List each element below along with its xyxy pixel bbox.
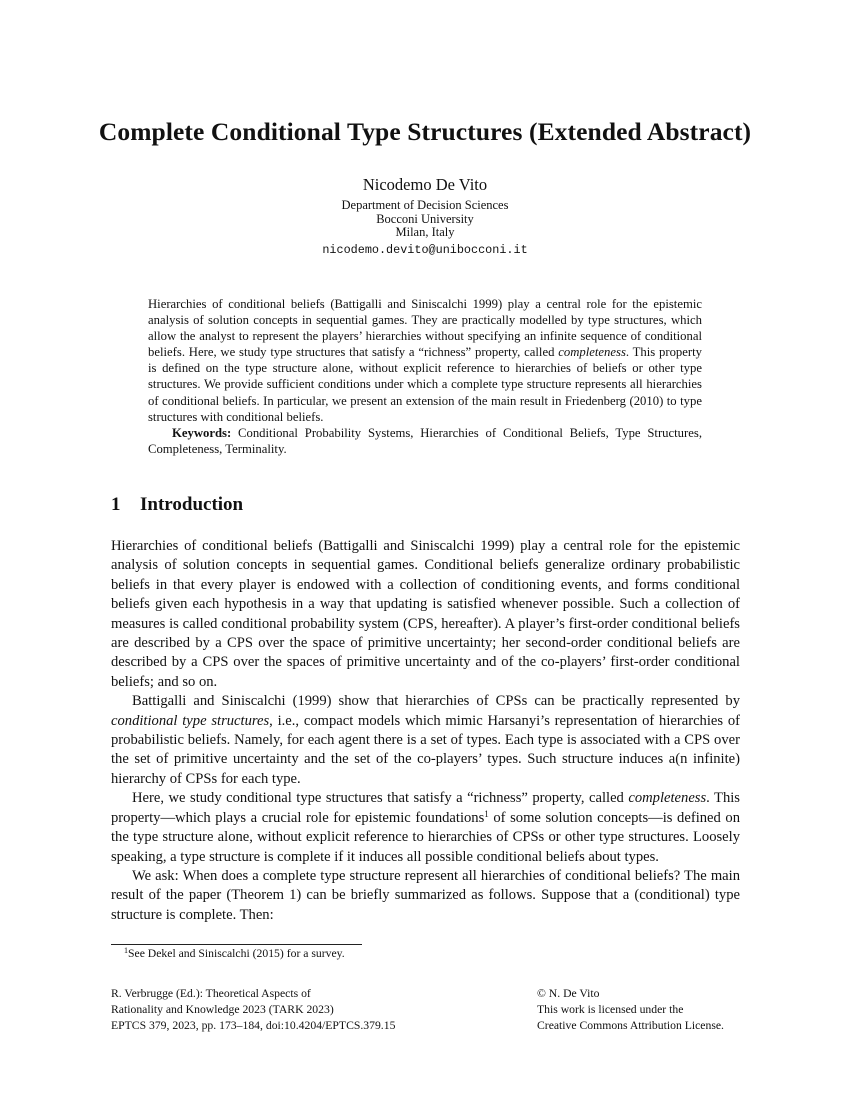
affiliation-line: Department of Decision Sciences xyxy=(341,198,509,212)
author-affiliation xyxy=(0,199,850,240)
abstract xyxy=(148,296,702,457)
license-info xyxy=(537,986,724,1035)
abstract-text: Hierarchies of conditional beliefs (Battigalli and Siniscalchi 1999) play a central role for the epistemic analysis of solution concepts in sequential games. They are practically modelled by type structures, which allow the analyst to represent the players’ hierarchies without specifying an infinite sequence of conditional beliefs. Here, we study type structures that satisfy a “richness” property, called completeness. This property is defined on the type structure alone, without explicit reference to hierarchies of beliefs or other type structures. We provide sufficient conditions under which a complete type structure represents all hierarchies of conditional beliefs. In particular, we present an extension of the main result in Friedenberg (2010) to type structures with conditional beliefs. xyxy=(148,297,702,424)
section-body xyxy=(111,537,740,925)
footnote-number: 1 xyxy=(124,946,128,955)
paragraph: Hierarchies of conditional beliefs (Battigalli and Siniscalchi 1999) play a central role for the epistemic analysis of solution concepts in sequential games. Conditional beliefs generalize ordinary probabilistic beliefs in that every player is endowed with a collection of conditioning events, and forms conditional beliefs given each hypothesis in a way that updating is satisfied whenever possible. Such a collection of measures is called conditional probability system (CPS, hereafter). A player’s first-order conditional beliefs are described by a CPS over the space of primitive uncertainty; her second-order conditional beliefs are described by a CPS over the spaces of primitive uncertainty and of the co-players’ first-order conditional beliefs; and so on. xyxy=(111,538,740,690)
license-line: Creative Commons Attribution License. xyxy=(537,1019,724,1033)
publication-line: EPTCS 379, 2023, pp. 173–184, doi:10.4204/EPTCS.379.15 xyxy=(111,1019,396,1033)
author-name: Nicodemo De Vito xyxy=(362,175,488,194)
publication-line: Rationality and Knowledge 2023 (TARK 2023) xyxy=(111,1003,334,1017)
author-email: nicodemo.devito@unibocconi.it xyxy=(322,243,528,257)
paper-title: Complete Conditional Type Structures (Extended Abstract) xyxy=(98,117,752,146)
keywords xyxy=(148,425,702,457)
paragraph: Battigalli and Siniscalchi (1999) show that hierarchies of CPSs can be practically represented by conditional type structures, i.e., compact models which mimic Harsanyi’s representation of hierarchies of probabilistic beliefs. Namely, for each agent there is a set of types. Each type is associated with a CPS over the set of primitive uncertainty and the set of the co-players’ types. Such structure induces a(n infinite) hierarchy of CPSs for each type. xyxy=(111,693,740,787)
license-line: This work is licensed under the xyxy=(537,1003,684,1017)
affiliation-line: Bocconi University xyxy=(376,211,474,226)
publication-line: R. Verbrugge (Ed.): Theoretical Aspects of xyxy=(111,987,311,1000)
footnote-text: See Dekel and Siniscalchi (2015) for a survey. xyxy=(128,947,345,960)
section-heading xyxy=(111,494,243,516)
footnote xyxy=(124,947,345,960)
footnote-rule xyxy=(111,944,362,945)
section-title: Introduction xyxy=(140,494,244,515)
section-number: 1 xyxy=(111,494,121,515)
keywords-list: Conditional Probability Systems, Hierarchies of Conditional Beliefs, Type Structures, Completeness, Terminality. xyxy=(148,425,702,456)
publication-info xyxy=(111,986,395,1035)
footnote-marker[interactable]: 1 xyxy=(484,808,489,819)
keywords-label: Keywords: xyxy=(172,425,232,440)
affiliation-line: Milan, Italy xyxy=(395,225,455,240)
paragraph: Here, we study conditional type structures that satisfy a “richness” property, called completeness. This property—which plays a crucial role for epistemic foundations$^1$ of some solution concepts—is defined on the type structure alone, without explicit reference to hierarchies of CPSs or other type structures. Loosely speaking, a type structure is complete if it induces all possible conditional beliefs about types. xyxy=(111,790,740,865)
paragraph: We ask: When does a complete type structure represent all hierarchies of conditional beliefs? The main result of the paper (Theorem 1) can be briefly summarized as follows. Suppose that a (conditional) type structure is complete. Then: xyxy=(111,867,740,923)
copyright-line: © N. De Vito xyxy=(537,987,600,1000)
